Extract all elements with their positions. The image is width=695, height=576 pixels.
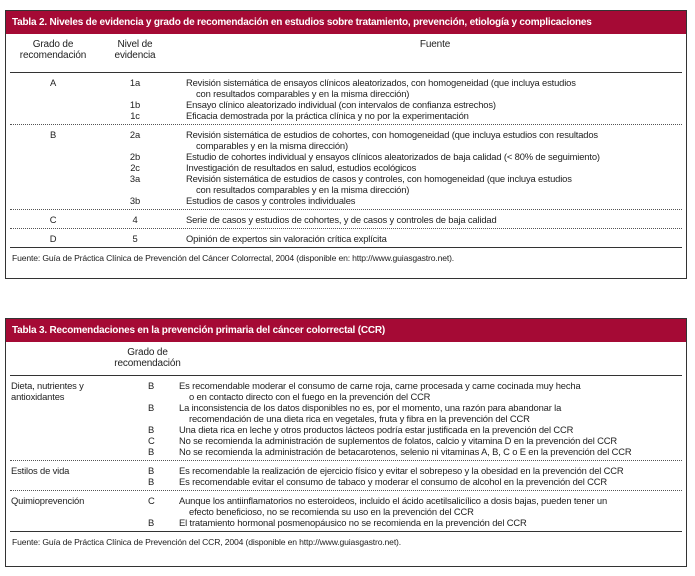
grado-cell: A <box>49 77 57 88</box>
tabla-3-title: Tabla 3. Recomendaciones en la prevención primaria del cáncer colorrectal (CCR) <box>6 319 686 342</box>
grado-cell: C <box>148 435 155 446</box>
table-row <box>10 151 682 162</box>
fuente-cell: Revisión sistemática de estudios de cohortes, con homogeneidad (que incluya estudios con resultados <box>186 129 598 140</box>
fuente-cell-cont: comparables y en la misma dirección) <box>196 140 348 151</box>
tabla-2 <box>5 10 687 279</box>
table-row <box>10 435 682 446</box>
tabla-3-body <box>6 376 686 532</box>
table-row <box>10 99 682 110</box>
table-row <box>10 162 682 173</box>
fuente-cell: Revisión sistemática de estudios de casos y controles, con homogeneidad (que incluya estudios <box>186 173 572 184</box>
tabla-2-footer: Fuente: Guía de Práctica Clínica de Prevención del Cáncer Colorrectal, 2004 (disponible en: http://www.guiasgastro.net). <box>12 253 455 263</box>
nivel-cell: 2a <box>129 129 141 140</box>
grado-cell: D <box>49 233 57 244</box>
recomendacion-cell: El tratamiento hormonal posmenopáusico no se recomienda en la prevención del CCR <box>179 517 527 528</box>
recomendacion-cell: Una dieta rica en leche y otros productos lácteos podría estar justificada en la prevención del CCR <box>179 424 574 435</box>
table-row <box>10 424 682 435</box>
recomendacion-cell: No se recomienda la administración de betacarotenos, selenio ni vitaminas A, B, C o E en la prevención del CCR <box>179 446 632 457</box>
recomendacion-cell: Aunque los antiinflamatorios no esteroideos, incluido el ácido acetilsalicílico a dosis bajas, pueden tener un <box>179 495 608 506</box>
nivel-cell: 3a <box>129 173 141 184</box>
header-nivel: Nivel de evidencia <box>114 39 156 61</box>
table-row <box>10 465 682 476</box>
grado-cell: B <box>49 129 57 140</box>
recomendacion-cell: Es recomendable evitar el consumo de tabaco y moderar el consumo de alcohol en la prevención del CCR <box>179 476 607 487</box>
categoria-cell: Quimioprevención <box>11 495 85 506</box>
grado-cell: B <box>148 446 155 457</box>
table-row <box>10 77 682 99</box>
grado-cell: B <box>148 465 155 476</box>
tabla-2-body <box>6 73 686 248</box>
recomendacion-cell: Es recomendable la realización de ejercicio físico y evitar el sobrepeso y la obesidad en la prevención del CCR <box>179 465 624 476</box>
table-row <box>10 495 682 517</box>
header-grado: Grado de recomendación <box>19 39 87 61</box>
table-row <box>10 129 682 151</box>
table-row <box>10 446 682 457</box>
table-row <box>10 517 682 528</box>
table-row <box>10 214 682 225</box>
nivel-cell: 2c <box>130 162 140 173</box>
tabla-3-header <box>10 342 682 376</box>
recomendacion-cell-cont: recomendación de una dieta rica en vegetales, fruta y fibra en la prevención del CCR <box>189 413 530 424</box>
categoria-cell: Dieta, nutrientes y antioxidantes <box>11 380 84 402</box>
nivel-cell: 3b <box>129 195 141 206</box>
header-fuente: Fuente <box>419 39 451 50</box>
nivel-cell: 1b <box>129 99 141 110</box>
nivel-cell: 5 <box>132 233 138 244</box>
tabla-3-footer: Fuente: Guía de Práctica Clínica de Prevención del CCR, 2004 (disponible en http://www.guiasgastro.net). <box>12 537 402 547</box>
grado-cell: B <box>148 517 155 528</box>
fuente-cell-cont: con resultados comparables y en la misma dirección) <box>196 184 410 195</box>
table-group <box>10 73 682 125</box>
table-group <box>10 229 682 248</box>
nivel-cell: 4 <box>132 214 138 225</box>
table-row <box>10 195 682 206</box>
nivel-cell: 2b <box>129 151 141 162</box>
categoria-cell: Estilos de vida <box>11 465 70 476</box>
grado-cell: B <box>148 380 155 391</box>
table-row <box>10 173 682 195</box>
table-group <box>10 491 682 532</box>
recomendacion-cell: No se recomienda la administración de suplementos de folatos, calcio y vitamina D en la prevención del CCR <box>179 435 617 446</box>
tabla-2-title: Tabla 2. Niveles de evidencia y grado de recomendación en estudios sobre tratamiento, prevención, etiología y complicaciones <box>6 11 686 34</box>
fuente-cell: Opinión de expertos sin valoración crítica explícita <box>186 233 387 244</box>
nivel-cell: 1c <box>130 110 140 121</box>
table-row <box>10 380 682 402</box>
table-row <box>10 476 682 487</box>
fuente-cell: Estudios de casos y controles individuales <box>186 195 356 206</box>
fuente-cell: Serie de casos y estudios de cohortes, y de casos y controles de baja calidad <box>186 214 497 225</box>
recomendacion-cell-cont: o en contacto directo con el fuego en la prevención del CCR <box>189 391 431 402</box>
grado-cell: B <box>148 402 155 413</box>
table-group <box>10 376 682 461</box>
fuente-cell: Revisión sistemática de ensayos clínicos aleatorizados, con homogeneidad (que incluya estudios <box>186 77 576 88</box>
nivel-cell: 1a <box>129 77 141 88</box>
table-row <box>10 110 682 121</box>
header-grado: Grado de recomendación <box>114 347 181 369</box>
grado-cell: C <box>49 214 57 225</box>
fuente-cell: Investigación de resultados en salud, estudios ecológicos <box>186 162 417 173</box>
recomendacion-cell-cont: efecto beneficioso, no se recomienda su uso en la prevención del CCR <box>189 506 474 517</box>
fuente-cell-cont: con resultados comparables y en la misma dirección) <box>196 88 410 99</box>
table-group <box>10 125 682 210</box>
fuente-cell: Eficacia demostrada por la práctica clínica y no por la experimentación <box>186 110 469 121</box>
tabla-3 <box>5 318 687 567</box>
table-row <box>10 402 682 424</box>
fuente-cell: Estudio de cohortes individual y ensayos clínicos aleatorizados de baja calidad (< 80% de seguimiento) <box>186 151 600 162</box>
tabla-2-header <box>10 34 682 73</box>
table-row <box>10 233 682 244</box>
grado-cell: B <box>148 424 155 435</box>
recomendacion-cell: Es recomendable moderar el consumo de carne roja, carne procesada y carne cocinada muy hecha <box>179 380 581 391</box>
grado-cell: B <box>148 476 155 487</box>
table-group <box>10 461 682 491</box>
recomendacion-cell: La inconsistencia de los datos disponibles no es, por el momento, una razón para abandonar la <box>179 402 562 413</box>
fuente-cell: Ensayo clínico aleatorizado individual (con intervalos de confianza estrechos) <box>186 99 496 110</box>
table-group <box>10 210 682 229</box>
grado-cell: C <box>148 495 155 506</box>
